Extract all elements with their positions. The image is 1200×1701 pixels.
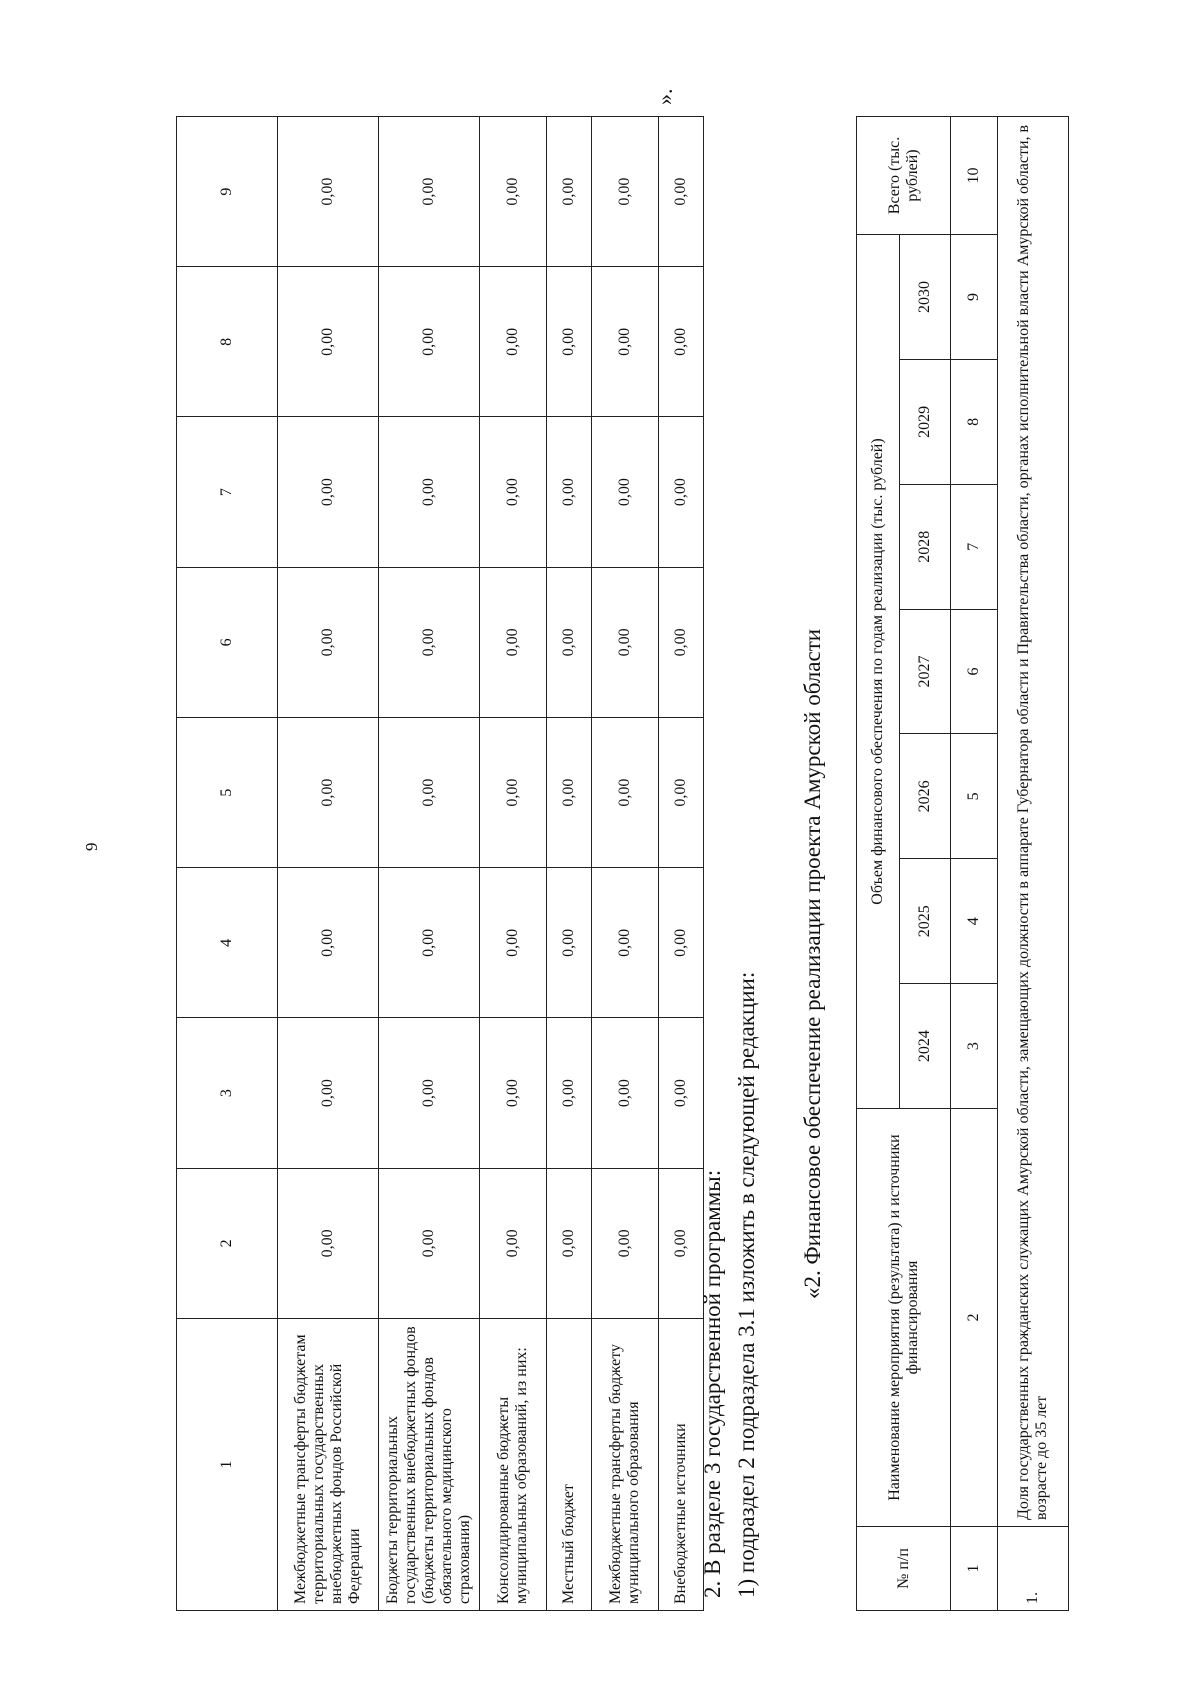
- header-cell: 4: [177, 868, 278, 1018]
- paragraph-subsection: 1) подраздел 2 подраздела 3.1 изложить в следующей редакции:: [734, 971, 759, 1598]
- value-cell: 0,00: [592, 718, 659, 868]
- year-cell: 2027: [900, 609, 951, 734]
- value-cell: 0,00: [278, 1018, 379, 1168]
- value-cell: 0,00: [659, 567, 704, 717]
- header-cell: 6: [177, 567, 278, 717]
- table-row: [480, 117, 547, 1611]
- value-cell: 0,00: [547, 417, 592, 567]
- value-cell: 0,00: [592, 267, 659, 417]
- header-cell: 9: [177, 117, 278, 267]
- value-cell: 0,00: [379, 267, 480, 417]
- closing-quote: ».: [652, 88, 677, 105]
- table-header-row: [857, 117, 900, 1611]
- value-cell: 0,00: [659, 1018, 704, 1168]
- value-cell: 0,00: [592, 1018, 659, 1168]
- value-cell: 0,00: [592, 1168, 659, 1318]
- year-cell: 2025: [900, 859, 951, 984]
- row-number: 1.: [998, 1527, 1069, 1611]
- row-label: Внебюджетные источники: [659, 1319, 704, 1611]
- table-row: [278, 117, 379, 1611]
- value-cell: 0,00: [278, 567, 379, 717]
- value-cell: 0,00: [379, 117, 480, 267]
- value-cell: 0,00: [592, 868, 659, 1018]
- value-cell: 0,00: [547, 1018, 592, 1168]
- index-cell: 5: [951, 734, 998, 859]
- row-text: Доля государственных гражданских служащих Амурской области, замещающих должности в аппарате Губернатора области и Правительства области, органах исполнительной власти Амурской области, в возрасте до 35 лет: [998, 117, 1069, 1527]
- financing-table: [856, 116, 1069, 1611]
- row-label: Межбюджетные трансферты бюджету муниципального образования: [592, 1319, 659, 1611]
- year-cell: 2030: [900, 235, 951, 360]
- table-row: [592, 117, 659, 1611]
- header-cell: 5: [177, 718, 278, 868]
- year-cell: 2026: [900, 734, 951, 859]
- value-cell: 0,00: [379, 567, 480, 717]
- row-label: Местный бюджет: [547, 1319, 592, 1611]
- value-cell: 0,00: [547, 567, 592, 717]
- value-cell: 0,00: [278, 868, 379, 1018]
- index-cell: 10: [951, 117, 998, 235]
- table-index-row: [951, 117, 998, 1611]
- value-cell: 0,00: [592, 417, 659, 567]
- row-label: Межбюджетные трансферты бюджетам территориальных государственных внебюджетных фондов Российской Федерации: [278, 1319, 379, 1611]
- header-cell: 1: [177, 1319, 278, 1611]
- index-cell: 4: [951, 859, 998, 984]
- value-cell: 0,00: [592, 567, 659, 717]
- value-cell: 0,00: [547, 1168, 592, 1318]
- value-cell: 0,00: [547, 718, 592, 868]
- value-cell: 0,00: [278, 1168, 379, 1318]
- value-cell: 0,00: [547, 868, 592, 1018]
- value-cell: 0,00: [379, 868, 480, 1018]
- value-cell: 0,00: [379, 1018, 480, 1168]
- header-total: Всего (тыс. рублей): [857, 117, 951, 235]
- value-cell: 0,00: [659, 417, 704, 567]
- table-row: [379, 117, 480, 1611]
- value-cell: 0,00: [659, 1168, 704, 1318]
- paragraph-section-3: 2. В разделе 3 государственной программы:: [700, 1169, 725, 1598]
- value-cell: 0,00: [480, 267, 547, 417]
- header-cell: 8: [177, 267, 278, 417]
- index-cell: 6: [951, 609, 998, 734]
- value-cell: 0,00: [379, 1168, 480, 1318]
- value-cell: 0,00: [659, 267, 704, 417]
- value-cell: 0,00: [278, 267, 379, 417]
- header-volume: Объем финансового обеспечения по годам реализации (тыс. рублей): [857, 235, 900, 1109]
- value-cell: 0,00: [278, 417, 379, 567]
- table-row: [998, 117, 1069, 1611]
- header-cell: 7: [177, 417, 278, 567]
- value-cell: 0,00: [480, 718, 547, 868]
- table-row: [547, 117, 592, 1611]
- funding-sources-table: [176, 116, 704, 1611]
- year-cell: 2029: [900, 359, 951, 484]
- index-cell: 8: [951, 359, 998, 484]
- row-label: Консолидированные бюджеты муниципальных образований, из них:: [480, 1319, 547, 1611]
- value-cell: 0,00: [278, 117, 379, 267]
- index-cell: 1: [951, 1527, 998, 1611]
- value-cell: 0,00: [659, 117, 704, 267]
- header-no: № п/п: [857, 1527, 951, 1611]
- value-cell: 0,00: [379, 718, 480, 868]
- table-header-row: [177, 117, 278, 1611]
- section-title: «2. Финансовое обеспечение реализации проекта Амурской области: [800, 628, 825, 1299]
- table-row: [659, 117, 704, 1611]
- value-cell: 0,00: [480, 117, 547, 267]
- index-cell: 7: [951, 484, 998, 609]
- value-cell: 0,00: [278, 718, 379, 868]
- page-number: 9: [82, 842, 101, 851]
- value-cell: 0,00: [480, 1168, 547, 1318]
- index-cell: 2: [951, 1109, 998, 1527]
- value-cell: 0,00: [547, 117, 592, 267]
- value-cell: 0,00: [480, 567, 547, 717]
- index-cell: 3: [951, 984, 998, 1109]
- value-cell: 0,00: [659, 718, 704, 868]
- header-name: Наименование мероприятия (результата) и источники финансирования: [857, 1109, 951, 1527]
- value-cell: 0,00: [547, 267, 592, 417]
- value-cell: 0,00: [592, 117, 659, 267]
- row-label: Бюджеты территориальных государственных внебюджетных фондов (бюджеты территориальных фондов обязательного медицинского страхования): [379, 1319, 480, 1611]
- value-cell: 0,00: [480, 868, 547, 1018]
- year-cell: 2028: [900, 484, 951, 609]
- header-cell: 2: [177, 1168, 278, 1318]
- value-cell: 0,00: [480, 1018, 547, 1168]
- value-cell: 0,00: [480, 417, 547, 567]
- value-cell: 0,00: [379, 417, 480, 567]
- header-cell: 3: [177, 1018, 278, 1168]
- year-cell: 2024: [900, 984, 951, 1109]
- index-cell: 9: [951, 235, 998, 360]
- value-cell: 0,00: [659, 868, 704, 1018]
